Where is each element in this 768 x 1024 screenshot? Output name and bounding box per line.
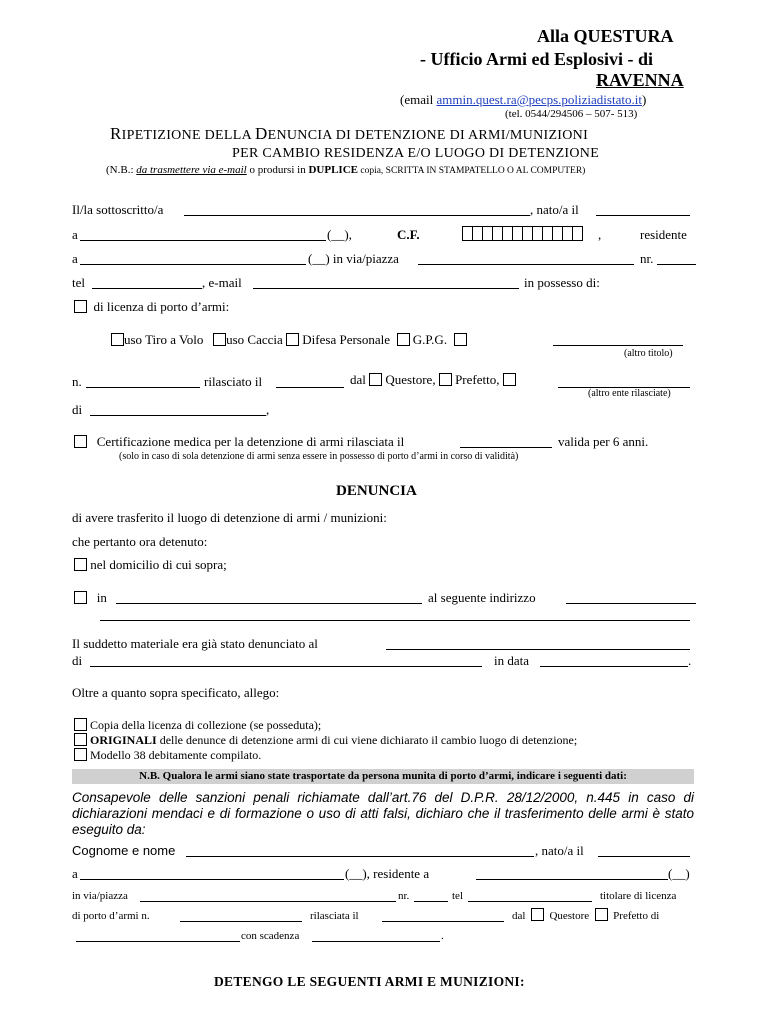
field-tel[interactable] (92, 288, 202, 289)
label-residente: residente (640, 227, 687, 242)
label-indirizzo: al seguente indirizzo (428, 590, 536, 605)
label-sottoscritto: Il/la sottoscritto/a (72, 202, 164, 217)
field-denunciato-al[interactable] (386, 649, 690, 650)
note-altro-titolo: (altro titolo) (624, 348, 673, 359)
label-modello: Modello 38 debitamente compilato. (90, 748, 262, 762)
checkbox-prefetto[interactable] (439, 373, 452, 386)
note-altro-ente: (altro ente rilasciate) (588, 388, 671, 399)
label-caccia: uso Caccia (226, 332, 283, 347)
note-cert: (solo in caso di sola detenzione di armi senza essere in possesso di porto d’armi in corso di validità) (119, 451, 519, 462)
checkbox-questore-2[interactable] (531, 908, 544, 921)
title-rest-1: IPETIZIONE DELLA (121, 128, 256, 143)
field-indirizzo-2[interactable] (100, 620, 690, 621)
field-release-date[interactable] (276, 387, 344, 388)
label-rilasciato: rilasciato il (204, 374, 263, 389)
text-pertanto: che pertanto ora detenuto: (72, 534, 208, 549)
label-tel: tel (72, 275, 85, 290)
note-link: da trasmettere via e-mail (136, 164, 247, 176)
row-authority (350, 372, 516, 388)
note-mid: o prodursi in (246, 164, 309, 176)
label-originali-rest: delle denunce di detenzione armi di cui viene dichiarato il cambio luogo di detenzione; (156, 733, 578, 747)
checkbox-caccia[interactable] (213, 333, 226, 346)
row-modello (74, 748, 261, 763)
label-email: , e-mail (202, 275, 242, 290)
row-originali (74, 733, 577, 748)
header-email-line (400, 92, 646, 108)
field-street[interactable] (418, 264, 634, 265)
field-birthplace-2[interactable] (80, 879, 344, 880)
field-birthplace[interactable] (80, 240, 326, 241)
label-scadenza: con scadenza (241, 930, 300, 942)
field-residente-2[interactable] (476, 879, 668, 880)
row-copia (74, 718, 321, 733)
header-office: - Ufficio Armi ed Esplosivi - di (420, 49, 653, 69)
label-tiro: uso Tiro a Volo (124, 332, 204, 347)
field-prefetto-di[interactable] (76, 941, 240, 942)
row-licenza (74, 299, 229, 315)
label-tel-2: tel (452, 890, 463, 902)
label-cf: C.F. (397, 227, 420, 242)
field-email[interactable] (253, 288, 519, 289)
row-dal-2 (512, 908, 659, 922)
label-licenza: di licenza di porto d’armi: (93, 299, 230, 314)
email-prefix: (email (400, 92, 437, 107)
header-tel: (tel. 0544/294506 – 507- 513) (505, 108, 638, 120)
label-questore-2: Questore (549, 910, 590, 922)
label-di-2: di (72, 653, 83, 668)
label-cert: Certificazione medica per la detenzione di armi rilasciata il (96, 434, 405, 449)
title-cap-d: D (255, 124, 268, 143)
label-via: (__) in via/piazza (308, 251, 399, 266)
checkbox-modello[interactable] (74, 748, 87, 761)
row-altro-indirizzo (74, 590, 107, 606)
field-nato-2[interactable] (598, 856, 690, 857)
label-prov: (__), (327, 227, 352, 242)
field-tel-2[interactable] (468, 901, 592, 902)
label-dal: dal (350, 372, 366, 387)
field-street-number[interactable] (657, 264, 696, 265)
label-rilasciata: rilasciata il (310, 910, 359, 922)
label-dal-2: dal (512, 910, 526, 922)
field-name[interactable] (184, 215, 530, 216)
label-originali-bold: ORIGINALI (90, 733, 157, 747)
form-title-line2: PER CAMBIO RESIDENZA E/O LUOGO DI DETENZIONE (232, 146, 600, 161)
label-gpg: G.P.G. (412, 332, 448, 347)
email-suffix: ) (641, 92, 647, 107)
checkbox-copia[interactable] (74, 718, 87, 731)
label-prov-2: (__) (668, 866, 690, 881)
label-prefetto-2: Prefetto di (613, 910, 660, 922)
checkbox-difesa[interactable] (286, 333, 299, 346)
row-license-types (111, 332, 467, 348)
row-cert (74, 434, 404, 450)
header-recipient: Alla QUESTURA (537, 26, 674, 46)
text-oltre: Oltre a quanto sopra specificato, allego: (72, 685, 280, 700)
nb-banner: N.B. Qualora le armi siano state trasportate da persona munita di porto d’armi, indicare i seguenti dati: (72, 769, 694, 784)
field-residence-city[interactable] (80, 264, 306, 265)
checkbox-tiro[interactable] (111, 333, 124, 346)
note-bold: DUPLICE (308, 164, 358, 176)
checkbox-altro[interactable] (454, 333, 467, 346)
field-indirizzo[interactable] (566, 603, 696, 604)
title-rest-2: ENUNCIA DI DETENZIONE DI ARMI/MUNIZIONI (267, 128, 589, 143)
form-title-note (106, 164, 585, 176)
note-prefix: (N.B.: (106, 164, 137, 176)
checkbox-altro-ente[interactable] (503, 373, 516, 386)
email-link[interactable]: ammin.quest.ra@pecps.poliziadistato.it (436, 92, 642, 107)
field-cert-date[interactable] (460, 447, 552, 448)
field-nr-2[interactable] (414, 901, 448, 902)
header-city: RAVENNA (596, 70, 684, 90)
field-di[interactable] (90, 415, 266, 416)
label-period-2: . (441, 930, 444, 942)
label-possesso: in possesso di: (524, 275, 600, 290)
label-difesa: Difesa Personale (302, 332, 390, 347)
checkbox-licenza[interactable] (74, 300, 87, 313)
label-in: in (96, 590, 107, 605)
title-cap-r: R (110, 124, 122, 143)
field-via-2[interactable] (140, 901, 396, 902)
label-di: di (72, 402, 83, 417)
field-cognome[interactable] (186, 856, 534, 857)
text-trasferito: di avere trasferito il luogo di detenzione di armi / munizioni: (72, 510, 387, 525)
text-suddetto: Il suddetto materiale era già stato denunciato al (72, 636, 318, 651)
label-n: n. (72, 374, 82, 389)
label-copia: Copia della licenza di collezione (se posseduta); (90, 718, 322, 732)
field-rilasciata[interactable] (382, 921, 504, 922)
field-altro-titolo[interactable] (553, 345, 683, 346)
note-end: copia, SCRITTA IN STAMPATELLO O AL COMPUTER) (357, 166, 586, 176)
label-a-2: a (72, 866, 78, 881)
label-a-res: a (72, 251, 78, 266)
label-nr: nr. (640, 251, 654, 266)
checkbox-domicilio[interactable] (74, 558, 87, 571)
label-nato-2: , nato/a il (535, 843, 584, 858)
field-scadenza[interactable] (312, 941, 440, 942)
label-valida: valida per 6 anni. (558, 434, 649, 449)
field-license-number[interactable] (86, 387, 200, 388)
checkbox-prefetto-2[interactable] (595, 908, 608, 921)
label-cognome: Cognome e nome (72, 843, 176, 858)
label-a: a (72, 227, 78, 242)
label-nr-2: nr. (398, 890, 410, 902)
cf-cell[interactable] (572, 226, 583, 241)
checkbox-altro-indirizzo[interactable] (74, 591, 87, 604)
label-nato: , nato/a il (530, 202, 579, 217)
label-questore: Questore, (385, 372, 436, 387)
section-detengo: DETENGO LE SEGUENTI ARMI E MUNIZIONI: (214, 974, 525, 989)
field-birthdate[interactable] (596, 215, 690, 216)
label-prefetto: Prefetto, (455, 372, 500, 387)
label-di-comma: , (266, 402, 270, 417)
field-cf-boxes[interactable] (462, 226, 582, 246)
checkbox-cert[interactable] (74, 435, 87, 448)
field-in[interactable] (116, 603, 422, 604)
label-titolare: titolare di licenza (600, 890, 677, 902)
form-title-line1 (110, 124, 588, 144)
label-res-2: (__), residente a (345, 866, 430, 881)
label-domicilio: nel domicilio di cui sopra; (90, 557, 227, 572)
label-in-data: in data (494, 653, 530, 668)
label-porto: di porto d’armi n. (72, 910, 150, 922)
label-via-2: in via/piazza (72, 890, 128, 902)
field-in-data[interactable] (540, 666, 688, 667)
section-denuncia: DENUNCIA (336, 483, 417, 499)
checkbox-originali[interactable] (74, 733, 87, 746)
label-cf-comma: , (598, 227, 602, 242)
row-domicilio (74, 557, 227, 573)
checkbox-gpg[interactable] (397, 333, 410, 346)
text-consapevole: Consapevole delle sanzioni penali richiamate dall’art.76 del D.P.R. 28/12/2000, n.445 in caso di dichiarazioni mendaci e di formazione o uso di atti falsi, dichiaro che il trasferimento delle armi è stato eseguito da: (72, 790, 694, 837)
field-denunciato-di[interactable] (90, 666, 482, 667)
field-porto-n[interactable] (180, 921, 302, 922)
label-period: . (688, 653, 692, 668)
checkbox-questore[interactable] (369, 373, 382, 386)
